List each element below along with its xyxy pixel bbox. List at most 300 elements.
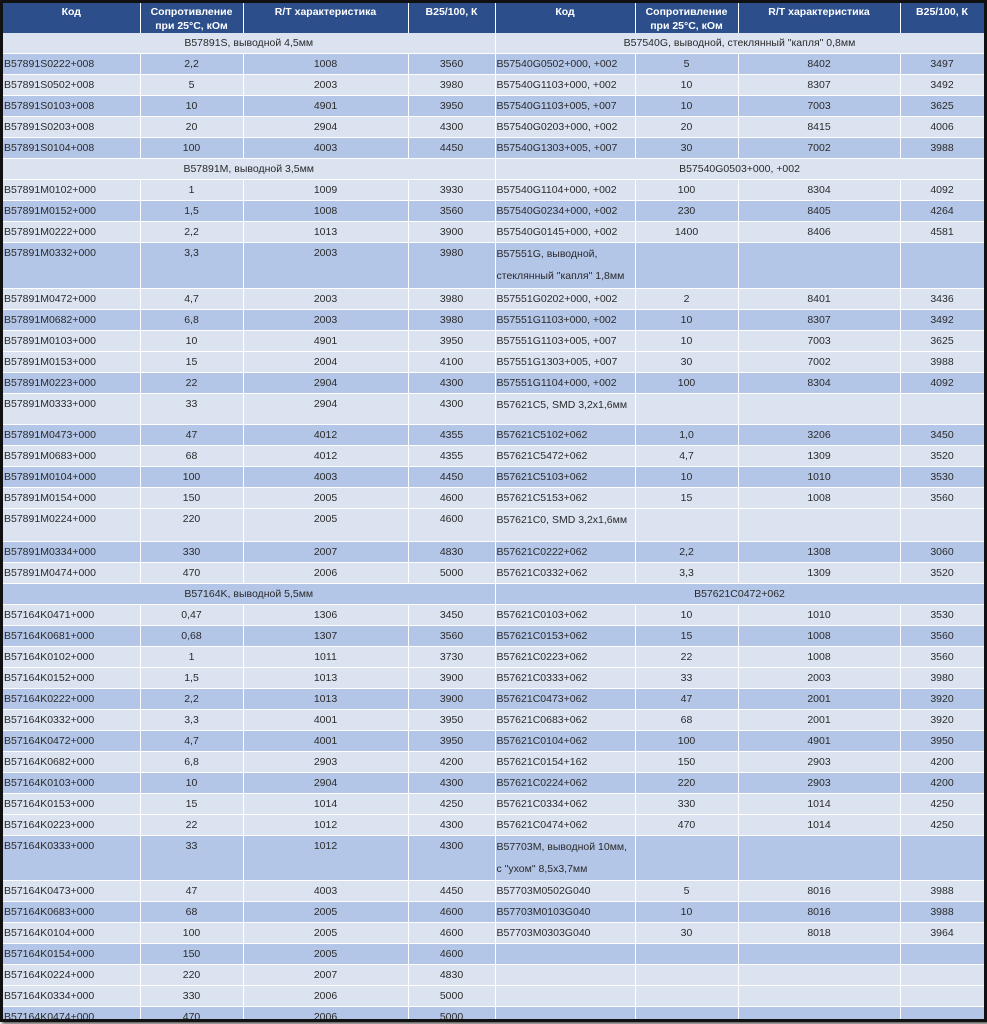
- b25-value: 3930: [408, 180, 495, 201]
- group-header: B57540G0503+000, +002: [495, 159, 984, 180]
- part-code: B57891M0334+000: [3, 542, 140, 563]
- rt-characteristic: 1309: [738, 446, 900, 467]
- b25-value: 3950: [408, 710, 495, 731]
- part-code: B57164K0102+000: [3, 647, 140, 668]
- part-code: B57551G0202+000, +002: [495, 289, 635, 310]
- b25-value: 4830: [408, 542, 495, 563]
- resistance-value: 47: [140, 425, 243, 446]
- part-code: B57164K0471+000: [3, 605, 140, 626]
- resistance-value: 15: [140, 352, 243, 373]
- series-note: B57621C5, SMD 3,2x1,6мм: [495, 394, 635, 425]
- part-code: B57891M0222+000: [3, 222, 140, 243]
- part-code: B57703M0303G040: [495, 923, 635, 944]
- rt-characteristic: 2003: [738, 668, 900, 689]
- resistance-value: 100: [140, 923, 243, 944]
- rt-characteristic: 2903: [738, 773, 900, 794]
- col-header-rt: R/T характеристика: [243, 3, 408, 33]
- resistance-value: 5: [635, 881, 738, 902]
- b25-value: 3560: [900, 647, 984, 668]
- part-code: B57891M0473+000: [3, 425, 140, 446]
- b25-value: 4092: [900, 180, 984, 201]
- resistance-value: 150: [635, 752, 738, 773]
- part-code: B57621C0683+062: [495, 710, 635, 731]
- col-header-resistance: Сопротивление при 25°C, кОм: [140, 3, 243, 33]
- b25-value: 4300: [408, 815, 495, 836]
- part-code: B57551G1104+000, +002: [495, 373, 635, 394]
- part-code: B57621C0223+062: [495, 647, 635, 668]
- table-body: [3, 33, 984, 1022]
- part-code: B57621C0153+062: [495, 626, 635, 647]
- table-row: [3, 563, 984, 584]
- rt-characteristic: 7002: [738, 352, 900, 373]
- b25-value: 3988: [900, 352, 984, 373]
- b25-value: 4355: [408, 446, 495, 467]
- resistance-value: 33: [635, 668, 738, 689]
- col-header-resistance: Сопротивление при 25°C, кОм: [635, 3, 738, 33]
- col-header-rt: R/T характеристика: [738, 3, 900, 33]
- rt-characteristic: 8016: [738, 881, 900, 902]
- b25-value: 3560: [408, 201, 495, 222]
- resistance-value: 10: [635, 331, 738, 352]
- part-code: B57164K0153+000: [3, 794, 140, 815]
- table-row: [3, 794, 984, 815]
- table-row: [3, 1007, 984, 1023]
- rt-characteristic: 2001: [738, 689, 900, 710]
- part-code: B57551G1103+005, +007: [495, 331, 635, 352]
- b25-value: 3988: [900, 902, 984, 923]
- table-row: [3, 923, 984, 944]
- resistance-value: 22: [635, 647, 738, 668]
- part-code: B57891M0472+000: [3, 289, 140, 310]
- rt-characteristic: 4901: [243, 331, 408, 352]
- table-row: [3, 836, 984, 881]
- empty-cell: [738, 509, 900, 542]
- rt-characteristic: 2903: [738, 752, 900, 773]
- resistance-value: 33: [140, 394, 243, 425]
- b25-value: 3988: [900, 138, 984, 159]
- table-row: [3, 96, 984, 117]
- b25-value: 3920: [900, 689, 984, 710]
- resistance-value: 0,68: [140, 626, 243, 647]
- group-header: B57891M, выводной 3,5мм: [3, 159, 495, 180]
- part-code: B57164K0103+000: [3, 773, 140, 794]
- part-code: B57164K0154+000: [3, 944, 140, 965]
- rt-characteristic: 8304: [738, 180, 900, 201]
- table-row: [3, 446, 984, 467]
- table-row: [3, 33, 984, 54]
- resistance-value: 0,47: [140, 605, 243, 626]
- part-code: B57164K0332+000: [3, 710, 140, 731]
- part-code: B57891M0102+000: [3, 180, 140, 201]
- part-code: B57891M0152+000: [3, 201, 140, 222]
- rt-characteristic: 4003: [243, 881, 408, 902]
- b25-value: 3988: [900, 881, 984, 902]
- resistance-value: 2,2: [140, 54, 243, 75]
- rt-characteristic: 2005: [243, 923, 408, 944]
- table-header-row: [3, 3, 984, 33]
- rt-characteristic: 4901: [738, 731, 900, 752]
- b25-value: 3530: [900, 605, 984, 626]
- table-row: [3, 467, 984, 488]
- series-note: B57621C0, SMD 3,2x1,6мм: [495, 509, 635, 542]
- part-code: B57164K0474+000: [3, 1007, 140, 1023]
- rt-characteristic: 1309: [738, 563, 900, 584]
- rt-characteristic: [738, 965, 900, 986]
- b25-value: 3920: [900, 710, 984, 731]
- rt-characteristic: 2006: [243, 563, 408, 584]
- part-code: B57164K0334+000: [3, 986, 140, 1007]
- rt-characteristic: 1012: [243, 815, 408, 836]
- resistance-value: 100: [140, 138, 243, 159]
- b25-value: 3520: [900, 563, 984, 584]
- resistance-value: 30: [635, 138, 738, 159]
- rt-characteristic: 2904: [243, 117, 408, 138]
- part-code: B57621C0222+062: [495, 542, 635, 563]
- rt-characteristic: 2007: [243, 542, 408, 563]
- b25-value: [900, 986, 984, 1007]
- resistance-value: 3,3: [140, 243, 243, 289]
- b25-value: 5000: [408, 563, 495, 584]
- b25-value: 4250: [900, 815, 984, 836]
- col-header-code: Код: [495, 3, 635, 33]
- b25-value: 3950: [408, 731, 495, 752]
- resistance-value: 10: [635, 96, 738, 117]
- b25-value: 3560: [408, 626, 495, 647]
- part-code: B57164K0224+000: [3, 965, 140, 986]
- rt-characteristic: 2001: [738, 710, 900, 731]
- part-code: B57540G0203+000, +002: [495, 117, 635, 138]
- part-code: B57621C0224+062: [495, 773, 635, 794]
- part-code: B57891M0332+000: [3, 243, 140, 289]
- table-row: [3, 159, 984, 180]
- b25-value: 3492: [900, 310, 984, 331]
- part-code: B57164K0473+000: [3, 881, 140, 902]
- resistance-value: 2,2: [140, 689, 243, 710]
- rt-characteristic: 2006: [243, 986, 408, 1007]
- group-header: B57540G, выводной, стеклянный "капля" 0,8мм: [495, 33, 984, 54]
- table-row: [3, 815, 984, 836]
- rt-characteristic: 2006: [243, 1007, 408, 1023]
- resistance-value: 33: [140, 836, 243, 881]
- rt-characteristic: 8406: [738, 222, 900, 243]
- resistance-value: 1,5: [140, 201, 243, 222]
- empty-cell: [900, 509, 984, 542]
- part-code: B57891M0223+000: [3, 373, 140, 394]
- resistance-value: 330: [140, 542, 243, 563]
- rt-characteristic: 8402: [738, 54, 900, 75]
- part-code: B57164K0223+000: [3, 815, 140, 836]
- resistance-value: 100: [635, 731, 738, 752]
- group-header: B57621C0472+062: [495, 584, 984, 605]
- table-row: [3, 222, 984, 243]
- b25-value: 3980: [408, 75, 495, 96]
- b25-value: 4300: [408, 117, 495, 138]
- rt-characteristic: 1014: [243, 794, 408, 815]
- empty-cell: [900, 836, 984, 881]
- empty-cell: [900, 394, 984, 425]
- resistance-value: 47: [140, 881, 243, 902]
- b25-value: 3625: [900, 96, 984, 117]
- b25-value: 4581: [900, 222, 984, 243]
- part-code: [495, 986, 635, 1007]
- b25-value: 3060: [900, 542, 984, 563]
- resistance-value: 4,7: [140, 731, 243, 752]
- b25-value: 4600: [408, 923, 495, 944]
- part-code: B57551G1303+005, +007: [495, 352, 635, 373]
- b25-value: [900, 1007, 984, 1023]
- b25-value: 3980: [408, 310, 495, 331]
- part-code: B57703M0502G040: [495, 881, 635, 902]
- table-row: [3, 331, 984, 352]
- col-header-b25: B25/100, К: [900, 3, 984, 33]
- rt-characteristic: 2904: [243, 373, 408, 394]
- rt-characteristic: 2003: [243, 289, 408, 310]
- rt-characteristic: 8307: [738, 75, 900, 96]
- resistance-value: [635, 986, 738, 1007]
- b25-value: 3900: [408, 689, 495, 710]
- resistance-value: 230: [635, 201, 738, 222]
- b25-value: 4250: [900, 794, 984, 815]
- b25-value: 4264: [900, 201, 984, 222]
- rt-characteristic: 1008: [738, 647, 900, 668]
- table-row: [3, 773, 984, 794]
- b25-value: 3450: [900, 425, 984, 446]
- resistance-value: 10: [635, 605, 738, 626]
- rt-characteristic: 1013: [243, 689, 408, 710]
- part-code: B57540G0502+000, +002: [495, 54, 635, 75]
- group-header: B57164K, выводной 5,5мм: [3, 584, 495, 605]
- b25-value: 4600: [408, 944, 495, 965]
- rt-characteristic: 1008: [738, 488, 900, 509]
- table-row: [3, 425, 984, 446]
- b25-value: 4830: [408, 965, 495, 986]
- resistance-value: 68: [635, 710, 738, 731]
- part-code: B57540G1303+005, +007: [495, 138, 635, 159]
- rt-characteristic: 7002: [738, 138, 900, 159]
- b25-value: 4006: [900, 117, 984, 138]
- b25-value: 4300: [408, 773, 495, 794]
- resistance-value: 10: [140, 96, 243, 117]
- part-code: B57621C5472+062: [495, 446, 635, 467]
- resistance-value: 15: [635, 488, 738, 509]
- table-row: [3, 394, 984, 425]
- b25-value: 3950: [408, 96, 495, 117]
- part-code: B57891M0333+000: [3, 394, 140, 425]
- rt-characteristic: 8405: [738, 201, 900, 222]
- resistance-value: 150: [140, 488, 243, 509]
- resistance-value: 1400: [635, 222, 738, 243]
- b25-value: 4355: [408, 425, 495, 446]
- resistance-value: 22: [140, 815, 243, 836]
- b25-value: 3964: [900, 923, 984, 944]
- b25-value: 5000: [408, 986, 495, 1007]
- part-code: B57891M0154+000: [3, 488, 140, 509]
- rt-characteristic: 2007: [243, 965, 408, 986]
- resistance-value: 4,7: [140, 289, 243, 310]
- resistance-value: 1,5: [140, 668, 243, 689]
- resistance-value: 220: [635, 773, 738, 794]
- resistance-value: 2: [635, 289, 738, 310]
- rt-characteristic: 2005: [243, 488, 408, 509]
- part-code: B57551G1103+000, +002: [495, 310, 635, 331]
- b25-value: 4300: [408, 394, 495, 425]
- part-code: B57540G1103+005, +007: [495, 96, 635, 117]
- rt-characteristic: 2003: [243, 75, 408, 96]
- rt-characteristic: 4012: [243, 425, 408, 446]
- part-code: B57540G1103+000, +002: [495, 75, 635, 96]
- rt-characteristic: 1013: [243, 668, 408, 689]
- table-row: [3, 373, 984, 394]
- resistance-value: 470: [635, 815, 738, 836]
- rt-characteristic: 2904: [243, 773, 408, 794]
- b25-value: 3730: [408, 647, 495, 668]
- rt-characteristic: 8304: [738, 373, 900, 394]
- table-row: [3, 75, 984, 96]
- rt-characteristic: 1009: [243, 180, 408, 201]
- resistance-value: 100: [140, 467, 243, 488]
- table-row: [3, 243, 984, 289]
- b25-value: 3450: [408, 605, 495, 626]
- rt-characteristic: 2903: [243, 752, 408, 773]
- b25-value: 4200: [408, 752, 495, 773]
- rt-characteristic: 2005: [243, 944, 408, 965]
- rt-characteristic: 1012: [243, 836, 408, 881]
- b25-value: 3560: [900, 626, 984, 647]
- table-row: [3, 180, 984, 201]
- table-row: [3, 965, 984, 986]
- resistance-value: 330: [140, 986, 243, 1007]
- part-code: B57891S0104+008: [3, 138, 140, 159]
- b25-value: 3530: [900, 467, 984, 488]
- part-code: B57540G0234+000, +002: [495, 201, 635, 222]
- b25-value: 3497: [900, 54, 984, 75]
- table-row: [3, 310, 984, 331]
- col-header-b25: B25/100, К: [408, 3, 495, 33]
- resistance-value: 10: [635, 467, 738, 488]
- empty-cell: [738, 394, 900, 425]
- resistance-value: 68: [140, 446, 243, 467]
- b25-value: [900, 944, 984, 965]
- part-code: B57621C0333+062: [495, 668, 635, 689]
- empty-cell: [738, 243, 900, 289]
- part-code: B57164K0152+000: [3, 668, 140, 689]
- table-row: [3, 488, 984, 509]
- b25-value: 4600: [408, 488, 495, 509]
- table-row: [3, 689, 984, 710]
- part-code: B57164K0472+000: [3, 731, 140, 752]
- rt-characteristic: 8018: [738, 923, 900, 944]
- resistance-value: [635, 944, 738, 965]
- b25-value: 4450: [408, 467, 495, 488]
- rt-characteristic: 3206: [738, 425, 900, 446]
- table-row: [3, 54, 984, 75]
- resistance-value: 1: [140, 180, 243, 201]
- table-row: [3, 881, 984, 902]
- rt-characteristic: 7003: [738, 331, 900, 352]
- b25-value: 3980: [408, 243, 495, 289]
- table-row: [3, 509, 984, 542]
- rt-characteristic: 1307: [243, 626, 408, 647]
- b25-value: 4600: [408, 902, 495, 923]
- b25-value: 3625: [900, 331, 984, 352]
- resistance-value: 330: [635, 794, 738, 815]
- rt-characteristic: 1013: [243, 222, 408, 243]
- resistance-value: 47: [635, 689, 738, 710]
- part-code: B57891S0222+008: [3, 54, 140, 75]
- table-row: [3, 986, 984, 1007]
- part-code: B57164K0333+000: [3, 836, 140, 881]
- b25-value: 4450: [408, 138, 495, 159]
- rt-characteristic: 1011: [243, 647, 408, 668]
- rt-characteristic: 4012: [243, 446, 408, 467]
- empty-cell: [635, 243, 738, 289]
- resistance-value: [635, 965, 738, 986]
- b25-value: 4450: [408, 881, 495, 902]
- resistance-value: 470: [140, 1007, 243, 1023]
- part-code: B57540G1104+000, +002: [495, 180, 635, 201]
- resistance-value: 4,7: [635, 446, 738, 467]
- b25-value: 4600: [408, 509, 495, 542]
- rt-characteristic: 1008: [243, 54, 408, 75]
- b25-value: 3436: [900, 289, 984, 310]
- b25-value: [900, 965, 984, 986]
- table-row: [3, 647, 984, 668]
- thermistor-table: [3, 3, 985, 1022]
- part-code: B57703M0103G040: [495, 902, 635, 923]
- b25-value: 4300: [408, 836, 495, 881]
- rt-characteristic: [738, 944, 900, 965]
- resistance-value: 15: [635, 626, 738, 647]
- part-code: [495, 965, 635, 986]
- b25-value: 3950: [408, 331, 495, 352]
- b25-value: 4200: [900, 773, 984, 794]
- part-code: B57540G0145+000, +002: [495, 222, 635, 243]
- part-code: B57891M0683+000: [3, 446, 140, 467]
- part-code: B57621C0473+062: [495, 689, 635, 710]
- resistance-value: 30: [635, 923, 738, 944]
- resistance-value: 150: [140, 944, 243, 965]
- rt-characteristic: 2904: [243, 394, 408, 425]
- part-code: B57891M0474+000: [3, 563, 140, 584]
- table-row: [3, 668, 984, 689]
- rt-characteristic: 8307: [738, 310, 900, 331]
- rt-characteristic: 4003: [243, 467, 408, 488]
- rt-characteristic: 8016: [738, 902, 900, 923]
- part-code: B57164K0681+000: [3, 626, 140, 647]
- part-code: B57621C5153+062: [495, 488, 635, 509]
- resistance-value: 2,2: [140, 222, 243, 243]
- rt-characteristic: 2003: [243, 310, 408, 331]
- rt-characteristic: 4003: [243, 138, 408, 159]
- table-row: [3, 605, 984, 626]
- b25-value: 4092: [900, 373, 984, 394]
- table-row: [3, 902, 984, 923]
- empty-cell: [900, 243, 984, 289]
- rt-characteristic: 2003: [243, 243, 408, 289]
- resistance-value: 220: [140, 965, 243, 986]
- part-code: B57621C5103+062: [495, 467, 635, 488]
- group-header: B57891S, выводной 4,5мм: [3, 33, 495, 54]
- resistance-value: 100: [635, 373, 738, 394]
- part-code: B57891S0502+008: [3, 75, 140, 96]
- part-code: B57621C0332+062: [495, 563, 635, 584]
- part-code: B57621C5102+062: [495, 425, 635, 446]
- part-code: B57891M0104+000: [3, 467, 140, 488]
- b25-value: 3520: [900, 446, 984, 467]
- table-row: [3, 584, 984, 605]
- table-row: [3, 352, 984, 373]
- part-code: [495, 944, 635, 965]
